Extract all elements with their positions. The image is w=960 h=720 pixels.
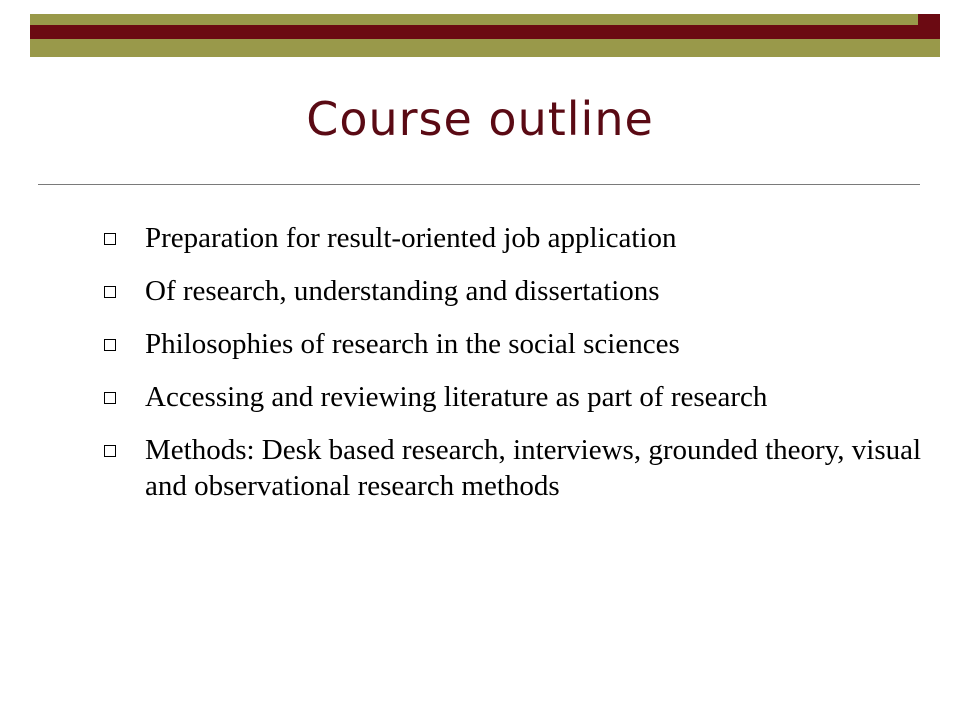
- header-bar-olive-bottom: [30, 39, 918, 57]
- hollow-square-icon: [104, 392, 116, 404]
- bullet-item: [104, 220, 924, 256]
- hollow-square-icon: [104, 233, 116, 245]
- bullet-text: Of research, understanding and dissertations: [145, 275, 660, 307]
- bullet-item: [104, 379, 924, 415]
- slide-title: Course outline: [306, 92, 654, 146]
- bullet-item: [104, 432, 924, 504]
- header-corner-olive: [918, 39, 940, 57]
- header-corner-maroon: [918, 14, 940, 39]
- title-divider: [38, 184, 920, 185]
- bullet-text: Methods: Desk based research, interviews, grounded theory, visual and observational research methods: [145, 434, 922, 502]
- bullet-list: [104, 220, 924, 521]
- bullet-item: [104, 326, 924, 362]
- hollow-square-icon: [104, 339, 116, 351]
- bullet-text: Accessing and reviewing literature as part of research: [145, 381, 768, 413]
- hollow-square-icon: [104, 286, 116, 298]
- bullet-item: [104, 273, 924, 309]
- bullet-text: Preparation for result-oriented job application: [145, 222, 677, 254]
- bullet-text: Philosophies of research in the social sciences: [145, 328, 680, 360]
- hollow-square-icon: [104, 445, 116, 457]
- header-bar-maroon: [30, 25, 918, 39]
- header-bar-olive-top: [30, 14, 918, 25]
